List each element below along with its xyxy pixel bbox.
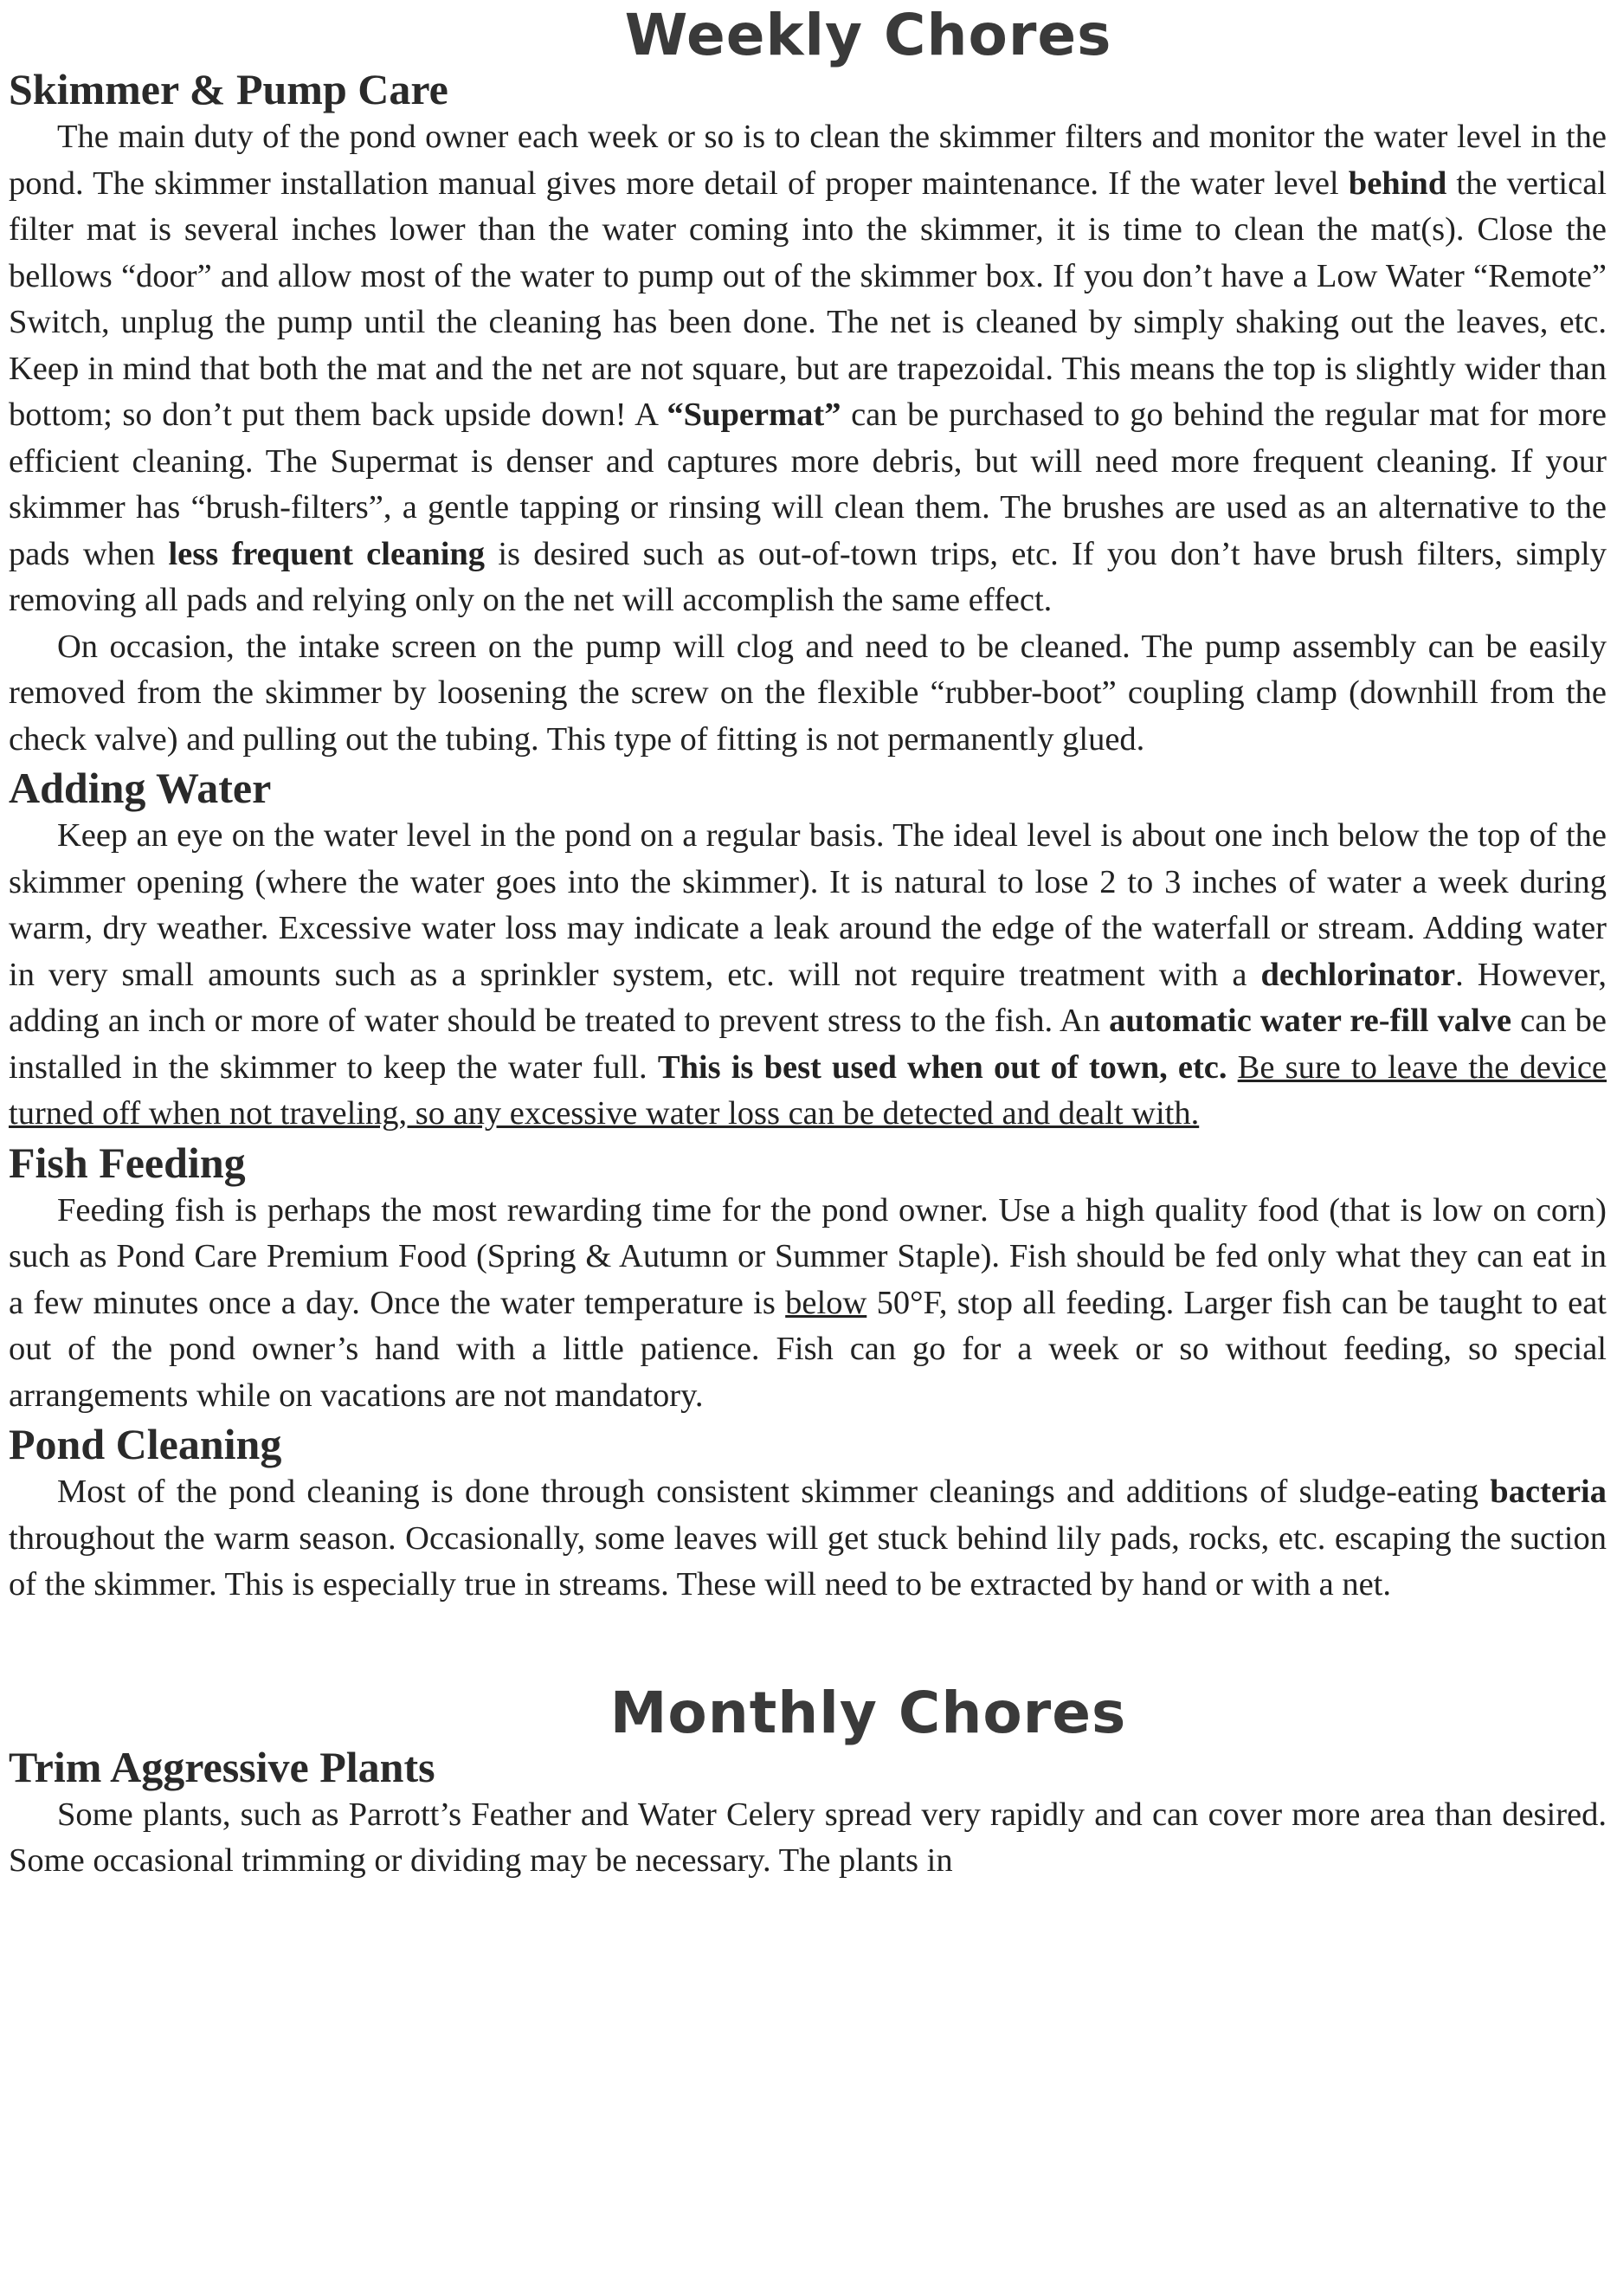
bold-text: This is best used when out of town, etc.: [657, 1048, 1227, 1086]
paragraph: [9, 1469, 1607, 1609]
text-run: The main duty of the pond owner each week or so is to clean the skimmer filters and monitor the water level in the pond. The skimmer installation manual gives more detail of proper maintenance. If the water level: [9, 119, 1607, 202]
monthly-chores-title: Monthly Chores: [609, 1679, 1127, 1746]
text-run: throughout the warm season. Occasionally, some leaves will get stuck behind lily pads, rocks, etc. escaping the suction of the skimmer. This is especially true in streams. These will need to be extracted by hand or with a net.: [9, 1519, 1607, 1603]
text-run: . However, adding an inch or more of water should be treated to prevent stress to the fish. An: [9, 956, 1607, 1039]
text-run: Keep an eye on the water level in the pond on a regular basis. The ideal level is about one inch below the top of the skimmer opening (where the water goes into the skimmer). It is natural to lose 2 to 3 inches of water a week during warm, dry weather. Excessive water loss may indicate a leak around the edge of the waterfall or stream. Adding water in very small amounts such as a sprinkler system, etc. will not require treatment with a: [9, 817, 1607, 993]
paragraph: [9, 624, 1607, 764]
bold-text: bacteria: [1490, 1474, 1607, 1510]
paragraph: [9, 1188, 1607, 1420]
text-run: [1227, 1049, 1238, 1086]
text-run: Most of the pond cleaning is done through consistent skimmer cleanings and additions of sludge-eating: [57, 1474, 1491, 1510]
text-run: Some plants, such as Parrott’s Feather and Water Celery spread very rapidly and can cover more area than desired. Some occasional trimming or dividing may be necessary. The plants in: [9, 1796, 1607, 1879]
section-trim-aggressive-plants: [9, 1742, 1607, 1885]
section-heading: Trim Aggressive Plants: [9, 1742, 435, 1791]
section-fish-feeding: [9, 1138, 1607, 1420]
bold-text: dechlorinator: [1260, 956, 1456, 993]
section-heading: Fish Feeding: [9, 1138, 246, 1187]
section-adding-water: [9, 763, 1607, 1138]
section-heading: Pond Cleaning: [9, 1420, 282, 1468]
bold-text: “Supermat”: [667, 397, 841, 433]
section-skimmer-pump-care: [9, 64, 1607, 763]
paragraph: [9, 1792, 1607, 1885]
bold-text: behind: [1348, 164, 1447, 202]
text-run: 50°F, stop all feeding. Larger fish can be taught to eat out of the pond owner’s hand with a little patience. Fish can go for a week or so without feeding, so special arrangements while on vacations are not mandatory.: [9, 1284, 1607, 1414]
underlined-text: below: [785, 1284, 867, 1321]
underlined-text: Be sure to leave the device turned off when not traveling, so any excessive water loss can be detected and dealt with.: [9, 1048, 1607, 1132]
section-heading: Skimmer & Pump Care: [9, 65, 448, 113]
text-run: can be purchased to go behind the regular mat for more efficient cleaning. The Supermat is denser and captures more debris, but will need more frequent cleaning. If your skimmer has “brush-filters”, a gentle tapping or rinsing will clean them. The brushes are used as an alternative to the pads when: [9, 397, 1607, 572]
text-run: can be installed in the skimmer to keep the water full.: [9, 1003, 1607, 1086]
section-pond-cleaning: [9, 1419, 1607, 1609]
bold-text: automatic water re-fill valve: [1109, 1003, 1512, 1039]
paragraph: [9, 813, 1607, 1138]
bold-text: less frequent cleaning: [168, 535, 486, 572]
text-run: the vertical filter mat is several inches lower than the water coming into the skimmer, it is time to clean the mat(s). Close the bellows “door” and allow most of the water to pump out of the skimmer box. If you don’t have a Low Water “Remote” Switch, unplug the pump until the cleaning has been done. The net is cleaned by simply shaking out the leaves, etc. Keep in mind that both the mat and the net are not square, but are trapezoidal. This means the top is slightly wider than bottom; so don’t put them back upside down! A: [9, 164, 1607, 433]
paragraph: [9, 114, 1607, 624]
section-heading: Adding Water: [9, 764, 272, 812]
text-run: is desired such as out-of-town trips, etc. If you don’t have brush filters, simply removing all pads and relying only on the net will accomplish the same effect.: [9, 535, 1607, 618]
text-run: On occasion, the intake screen on the pump will clog and need to be cleaned. The pump assembly can be easily removed from the skimmer by loosening the screw on the flexible “rubber-boot” coupling clamp (downhill from the check valve) and pulling out the tubing. This type of fitting is not permanently glued.: [9, 628, 1607, 758]
weekly-chores-title: Weekly Chores: [624, 2, 1112, 68]
text-run: Feeding fish is perhaps the most rewarding time for the pond owner. Use a high quality food (that is low on corn) such as Pond Care Premium Food (Spring & Autumn or Summer Staple). Fish should be fed only what they can eat in a few minutes once a day. Once the water temperature is: [9, 1191, 1607, 1321]
